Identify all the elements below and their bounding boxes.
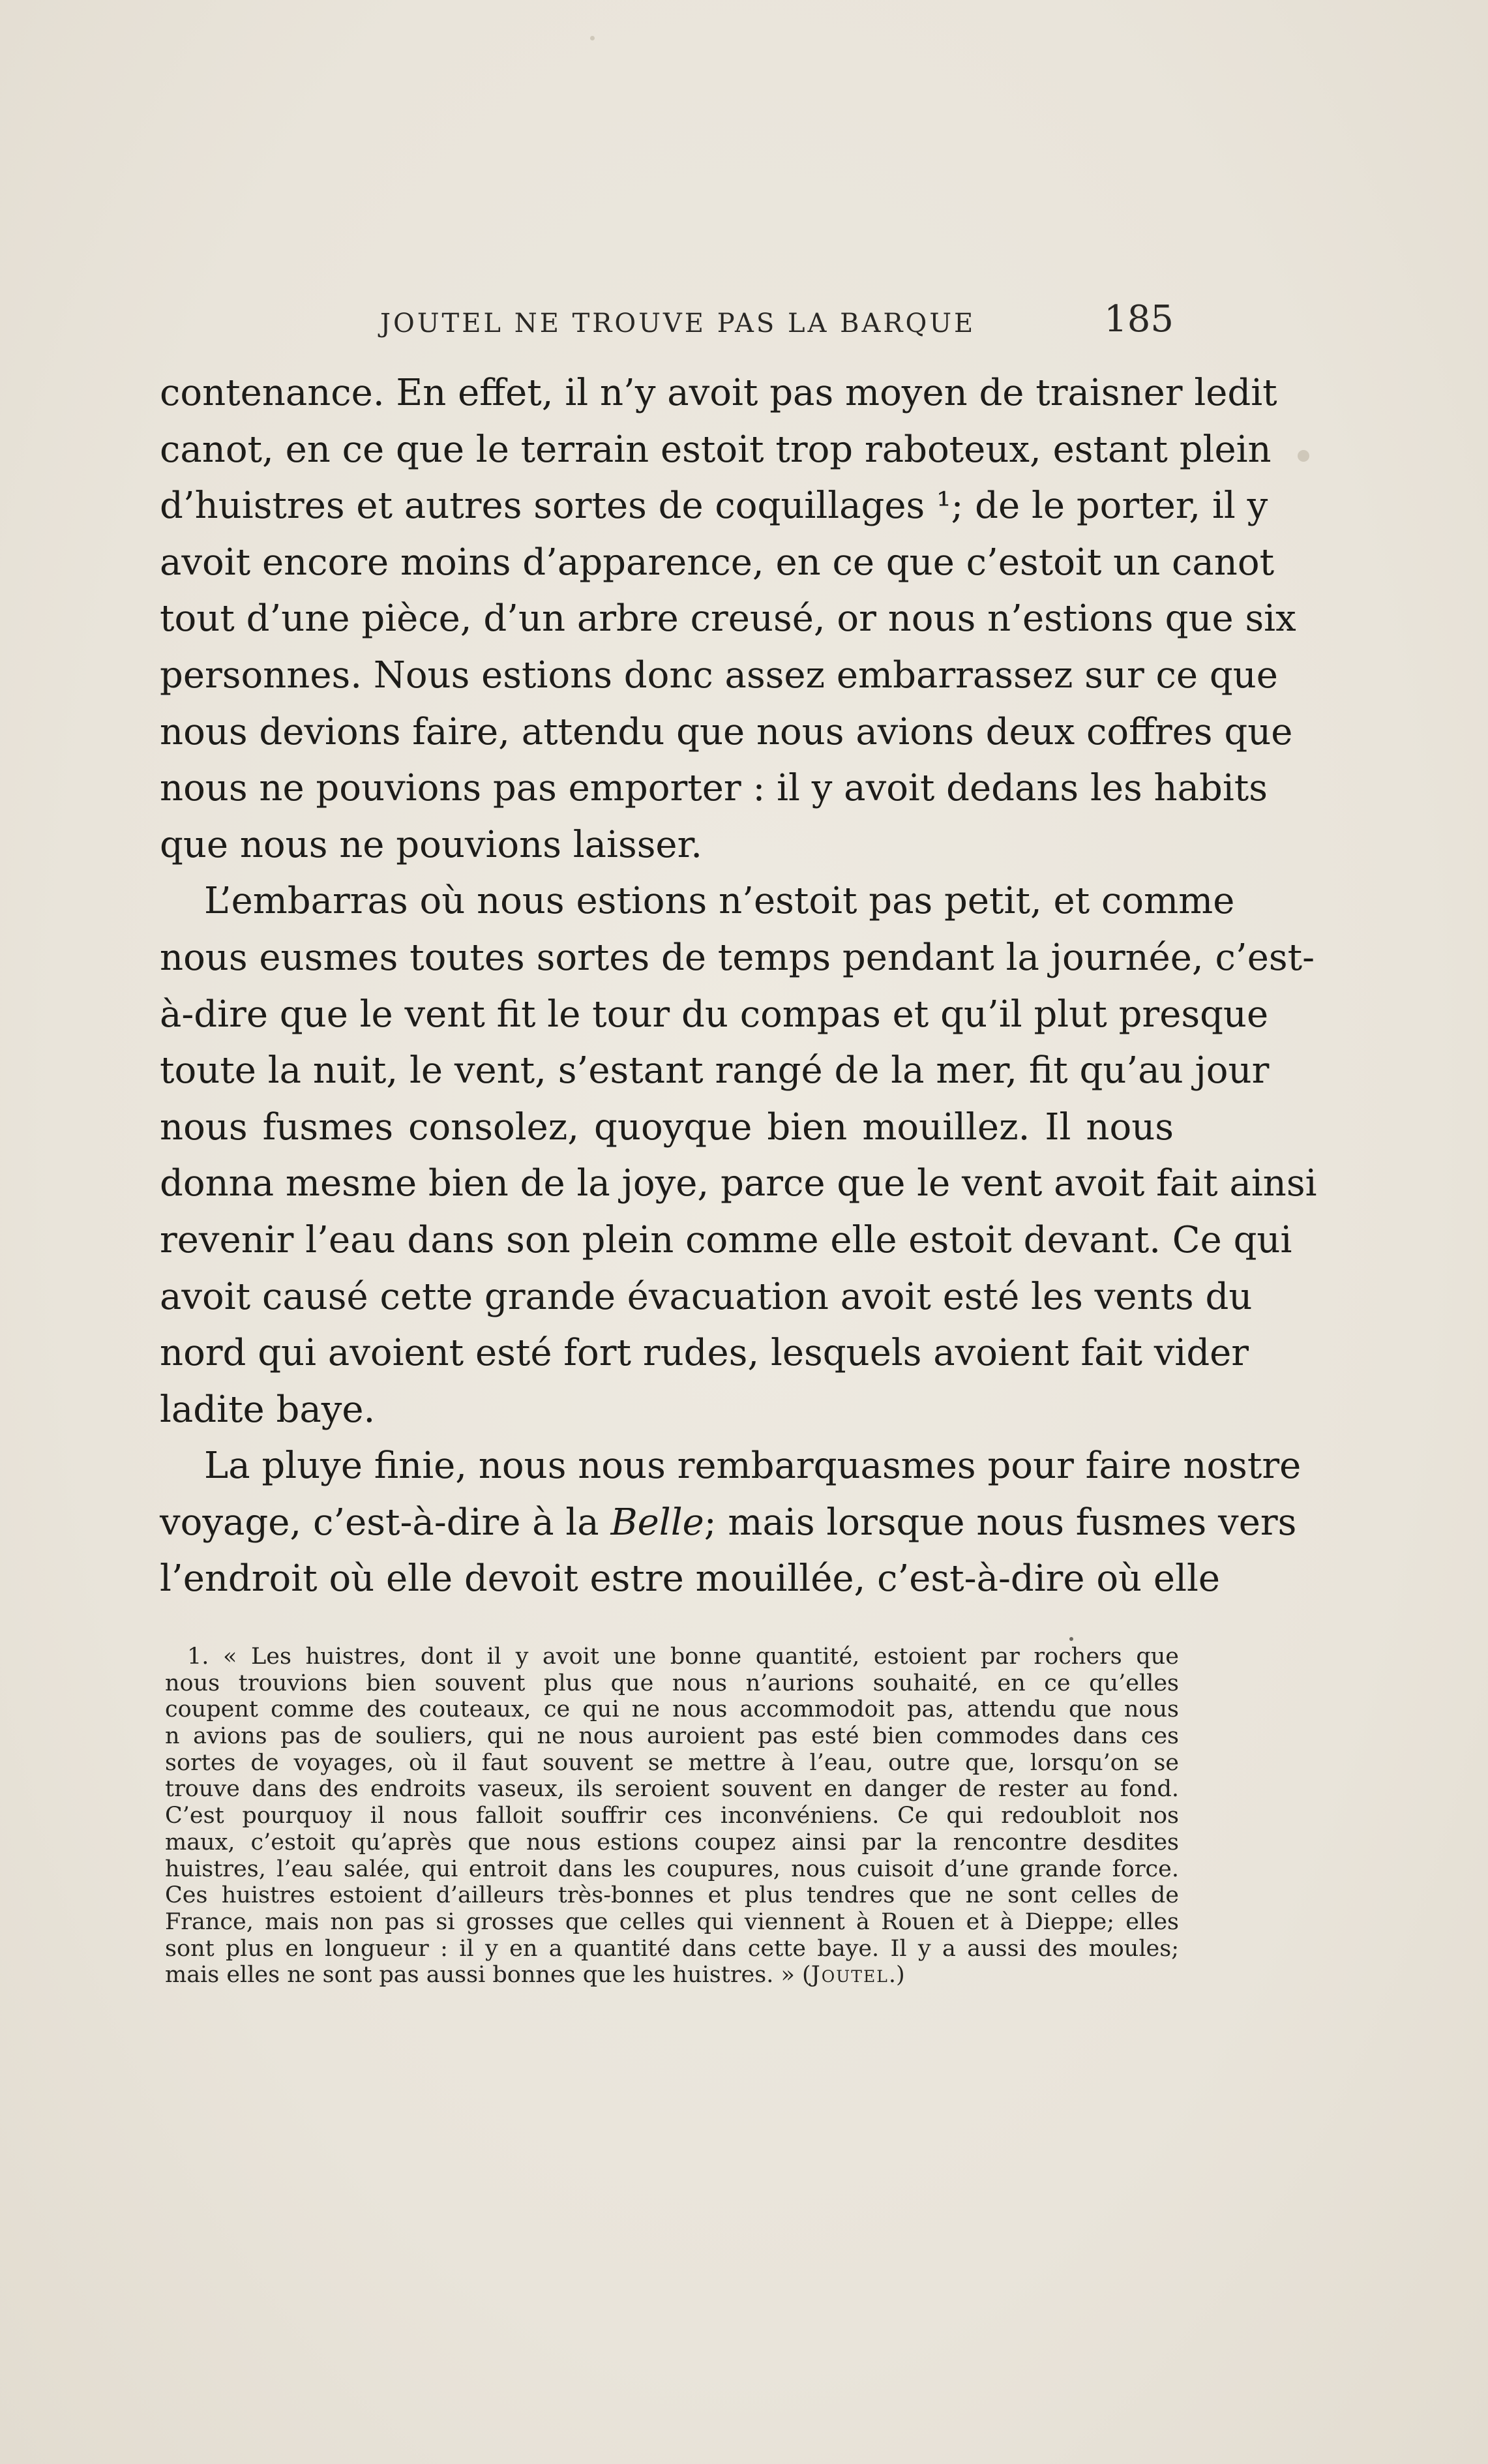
footnote-line: maux, c’estoit qu’après que nous estions coupez ainsi par la rencontre desdites	[165, 1829, 1179, 1856]
text-line: La pluye finie, nous nous rembarquasmes pour faire nostre	[204, 1445, 1302, 1488]
page-header	[160, 297, 1174, 349]
text-line: L’embarras où nous estions n’estoit pas petit, et comme	[204, 880, 1235, 923]
text-line: nous fusmes consolez, quoyque bien mouillez. Il nous	[160, 1105, 1174, 1149]
footnote-last-line	[165, 1962, 1179, 1989]
footnote-line: 1. « Les huistres, dont il y avoit une bonne quantité, estoient par rochers que	[187, 1644, 1179, 1670]
footnote-line: nous trouvions bien souvent plus que nous n’aurions souhaité, en ce qu’elles	[165, 1670, 1179, 1696]
footnote-line: sont plus en longueur : il y en a quantité dans cette baye. Il y a aussi des moules;	[165, 1935, 1179, 1962]
text-fragment: voyage, c’est-à-dire à la	[160, 1501, 611, 1544]
footnote-line: coupent comme des couteaux, ce qui ne nous accommodoit pas, attendu que nous	[165, 1696, 1179, 1723]
footnote-line: n avions pas de souliers, qui ne nous auroient pas esté bien commodes dans ces	[165, 1723, 1179, 1750]
footnote-line: C’est pourquoy il nous falloit souffrir ces inconvéniens. Ce qui redoubloit nos	[165, 1803, 1179, 1829]
footnote	[165, 1644, 1179, 1989]
text-line: d’huistres et autres sortes de coquillages ¹; de le porter, il y	[160, 485, 1268, 528]
text-line: personnes. Nous estions donc assez embarrassez sur ce que	[160, 654, 1278, 697]
text-line: nous eusmes toutes sortes de temps pendant la journée, c’est-	[160, 936, 1315, 979]
footnote-line: sortes de voyages, où il faut souvent se mettre à l’eau, outre que, lorsqu’on se	[165, 1749, 1179, 1776]
ship-name: Belle	[610, 1501, 704, 1544]
text-line: contenance. En effet, il n’y avoit pas moyen de traisner ledit	[160, 372, 1277, 414]
paper-speck	[1298, 450, 1309, 462]
running-title: JOUTEL NE TROUVE PAS LA BARQUE	[380, 308, 976, 338]
text-fragment: ; mais lorsque nous fusmes vers	[704, 1501, 1297, 1544]
text-line: l’endroit où elle devoit estre mouillée, c’est-à-dire où elle	[160, 1557, 1221, 1600]
text-line: revenir l’eau dans son plein comme elle estoit devant. Ce qui	[160, 1218, 1292, 1261]
footnote-line-text: mais elles ne sont pas aussi bonnes que les huistres. » (	[165, 1962, 811, 1989]
footnote-line: France, mais non pas si grosses que celles qui viennent à Rouen et à Dieppe; elles	[165, 1908, 1179, 1935]
text-line: que nous ne pouvions laisser.	[160, 823, 702, 866]
footnote-author: Joutel	[811, 1962, 889, 1989]
text-line: nous devions faire, attendu que nous avions deux coffres que	[160, 710, 1293, 753]
footnote-closing: .)	[888, 1962, 905, 1989]
footnote-line: Ces huistres estoient d’ailleurs très-bonnes et plus tendres que ne sont celles de	[165, 1882, 1179, 1909]
text-line: à-dire que le vent fit le tour du compas et qu’il plut presque	[160, 993, 1269, 1036]
text-line: tout d’une pièce, d’un arbre creusé, or nous n’estions que six	[160, 597, 1296, 640]
text-line: nord qui avoient esté fort rudes, lesquels avoient fait vider	[160, 1332, 1249, 1375]
text-line: toute la nuit, le vent, s’estant rangé de la mer, fit qu’au jour	[160, 1049, 1270, 1092]
main-text	[160, 365, 1317, 1608]
paper-speck	[590, 36, 595, 40]
page-number: 185	[1104, 298, 1174, 340]
text-line: nous ne pouvions pas emporter : il y avoit dedans les habits	[160, 767, 1268, 810]
text-line: ladite baye.	[160, 1388, 376, 1431]
text-line: avoit causé cette grande évacuation avoit esté les vents du	[160, 1275, 1253, 1318]
footnote-line: huistres, l’eau salée, qui entroit dans les coupures, nous cuisoit d’une grande force.	[165, 1856, 1179, 1882]
paper-speck	[1069, 1637, 1073, 1641]
text-line: canot, en ce que le terrain estoit trop raboteux, estant plein	[160, 428, 1272, 471]
footnote-line: trouve dans des endroits vaseux, ils seroient souvent en danger de rester au fond.	[165, 1776, 1179, 1803]
text-line: donna mesme bien de la joye, parce que le vent avoit fait ainsi	[160, 1162, 1317, 1205]
text-line-with-ship-name	[160, 1495, 1297, 1552]
text-line: avoit encore moins d’apparence, en ce que c’estoit un canot	[160, 541, 1275, 584]
